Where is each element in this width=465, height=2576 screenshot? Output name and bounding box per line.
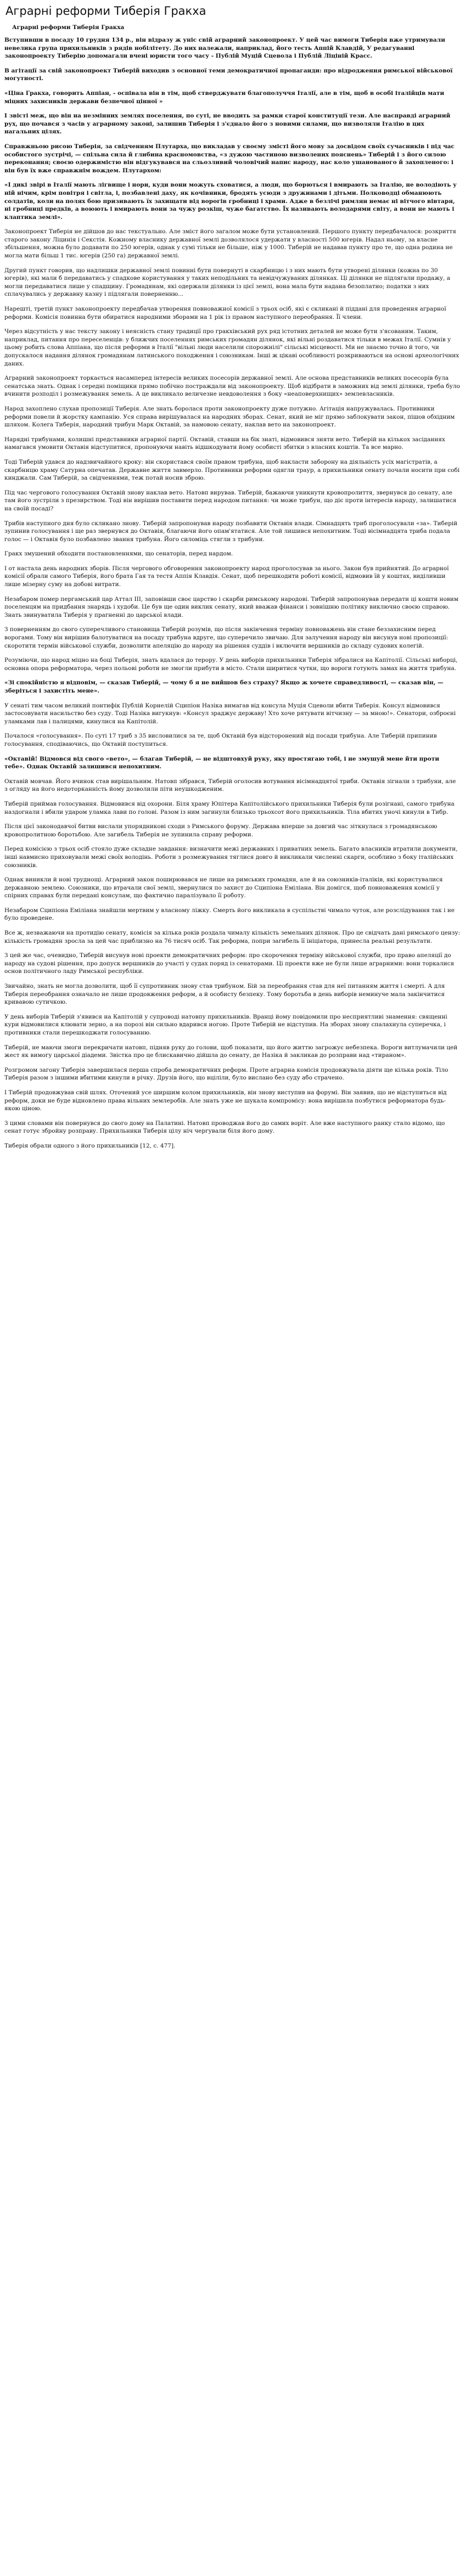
article-paragraph: Однак виникли й нові труднощі. Аграрний закон поширювався не лише на римських громадян, але й на союзників-італіків, які користувалися державною землею. Союзники, що втрачали свої землі, звернулися по захист до Сципіона Еміліана. Він домігся, щоб повноваження комісії у спірних справах були передані консулам, що фактично паралізувало її роботу. bbox=[4, 876, 443, 899]
article-paragraph: «Ціна Гракха, говорить Аппіан, - оспівала він в тім, щоб стверджувати благополуччя Італії, але в тім, щоб в особі італійців мати міцних захисників держави безпечної цінної » bbox=[4, 89, 445, 105]
article-paragraph: Другий пункт говорив, що надлишки державної землі повинні бути повернуті в скарбницю і з них мають бути утворені ділянки (кожна по 30 югерів), які мали б передаватись у спадкове користування у таких неподільних та невідчужуваних ділянках. Ці ділянки не підлягали продажу, а могли передаватися лише у спадщину. Громадянам, які одержали ділянки із цієї землі, вона мала бути надана безоплатно; податки з них сплачувались у державну казну і підлягали поверненню... bbox=[4, 267, 450, 298]
article-paragraph: І звісті меж, що він на незмінних землях поселення, по суті, не вводить за рамки старої конституції тези. Але насправді аграрний рух, що почався з часів у аграрному законі, залишив Тиберія і з'єднало його з новими силами, що визволяли Італію в цих нагальних цілях. bbox=[4, 113, 451, 136]
article-paragraph: У сенаті тим часом великий понтифік Публій Корнелій Сципіон Назіка вимагав від консула Муція Сцеволи вбити Тиберія. Консул відмовився застосовувати насильство без суду. Тоді Назіка вигукнув: «Консул зраджує державу! Хто хоче рятувати вітчизну — за мною!». Сенатори, озброєні уламками лав і палицями, кинулися на Капітолій. bbox=[4, 702, 456, 725]
article-body bbox=[4, 36, 461, 1150]
article-paragraph: Після цієї законодавчої битви вислали упорядникові сходи з Римського форуму. Держава вперше за довгий час зіткнулася з громадянською кровопролитною боротьбою. Але загибель Тиберія не зупинила справу реформи. bbox=[4, 823, 438, 838]
article-paragraph: Тоді Тиберій удався до надзвичайного кроку: він скористався своїм правом трибуна, щоб накласти заборону на діяльність усіх магістратів, а скарбницю храму Сатурна опечатав. Державне життя завмерло. Противники реформи одягли траур, а прихильники сенату почали носити при собі кинджали. Сам Тиберій, за свідченнями, теж потай носив зброю. bbox=[4, 458, 460, 482]
article-paragraph: І от настала день народних зборів. Після чергового обговорення законопроекту народ проголосував за нього. Закон був прийнятий. До аграрної комісії обрали самого Тиберія, його брата Гая та тестя Аппія Клавдія. Сенат, щоб перешкодити роботі комісії, відмовив їй у коштах, виділивши лише мізерну суму на добові витрати. bbox=[4, 565, 449, 588]
article-paragraph: Розгромом загону Тиберія завершилася перша спроба демократичних реформ. Проте аграрна комісія продовжувала діяти ще кілька років. Тіло Тиберія разом з іншими вбитими кинули в річку. Друзів його, що вціліли, було вислано без суду або страчено. bbox=[4, 1066, 449, 1082]
article-paragraph: Народ захоплено слухав пропозиції Тиберія. Але знать боролася проти законопроекту дуже потужно. Агітація напружувалась. Противники реформи повели й жорстку кампанію. Уся справа вирішувалася на народних зборах. Сенат, який не міг прямо заблокувати закон, пішов обхідним шляхом. Колега Тиберія, народний трибун Марк Октавій, за намовою сенату, наклав вето на законопроект. bbox=[4, 405, 455, 429]
article-subtitle: Аграрні реформи Тиберія Гракха bbox=[12, 24, 125, 31]
article-paragraph: Незабаром помер пергамський цар Аттал III, заповівши своє царство і скарби римському народові. Тиберій запропонував передати ці кошти новим поселенцям на придбання знарядь і худоби. Це був ще один виклик сенату, який вважав фінанси і зовнішню політику виключно своєю справою. Знать звинуватила Тиберія у прагненні до царської влади. bbox=[4, 595, 458, 618]
article-paragraph: «Октавій! Відмовся від свого «вето», — благав Тиберій, — не відштовхуй руку, яку простягаю тобі, і не змушуй мене йти проти тебе». Однак Октавій залишився непохитним. bbox=[4, 755, 440, 770]
article-paragraph: З поверненням до свого суперечливого становища Тиберій розумів, що після закінчення терміну повноважень він стане беззахисним перед ворогами. Тому він вирішив балотуватися на посаду трибуна вдруге, що суперечило звичаю. Для залучення народу він висунув нові пропозиції: скоротити термін військової служби, дозволити апеляцію до народу на рішення суддів і включити вершників до складу судових колегій. bbox=[4, 626, 449, 649]
article-paragraph: Октавій мовчав. Його вчинок став вирішальним. Натовп зібрався, Тиберій оголосив вотування вісімнадцятої триби. Октавія зігнали з трибуни, але з огляду на його недоторканність йому дозволили піти неушкодженим. bbox=[4, 778, 456, 793]
article-paragraph: Тиберія обрали одного з його прихильників [12, c. 477]. bbox=[4, 1142, 176, 1149]
article-paragraph: Незабаром Сципіона Еміліана знайшли мертвим у власному ліжку. Смерть його викликала в суспільстві чимало чуток, але розслідування так і не було проведене. bbox=[4, 907, 455, 922]
article-paragraph: Під час чергового голосування Октавій знову наклав вето. Натовп вирував. Тиберій, бажаючи уникнути кровопролиття, звернувся до сенату, але там його зустріли з презирством. Тоді він вирішив поставити перед народом питання: чи може трибун, що діє проти інтересів народу, залишатися на своїй посаді? bbox=[4, 489, 457, 512]
article-paragraph: Законопроект Тиберія не дійшов до нас текстуально. Але зміст його загалом може бути установлений. Першого пункту передбачалося: розкриття старого закону Ліцинія і Секстія. Кожному власнику державної землі дозволялося удержати у власності 500 югерів. Надал ньому, за власне збільшення, можна було додавати по 250 югерів, однак у сумі тільки не більше, ніж у 1000. Тиберій не надавав пункту про те, що одна родина не могла мати більш 1 тис. югерів (250 га) державної землі. bbox=[4, 228, 456, 260]
article-paragraph: Гракх змушений обходити постановленнями, що сенаторів, перед нардом. bbox=[4, 550, 233, 558]
article-paragraph: «І дикі звірі в Італії мають лігвище і нори, куди вони можуть сховатися, а люди, що борються і вмирають за Італію, не володіють у ній нічим, крім повітря і світла, і, позбавлені даху, як кочівники, бродять усюди з дружинами і дітьми. Полководці обманюють солдатів, коли на полях бою призивають їх захищати від ворогів гробниці і храми. Адже в безлічі римлян немає ні вітчого вівтаря, ні гробниці предків, а воюють і вмирають вони за чужу розкіш, чуже багатство. Їх називають володарями світу, а вони не мають і клаптика землі». bbox=[4, 182, 457, 221]
article-paragraph: Почалося «голосування». По суті 17 триб з 35 висловилися за те, щоб Октавій був відсторонений від посади трибуна. Але Тиберій припинив голосування, сподіваючись, що Октавій поступиться. bbox=[4, 733, 437, 747]
article-paragraph: Звичайно, знать не могла дозволити, щоб її супротивник знову став трибуном. Бій за переобрання став для неї питанням життя і смерті. А для Тиберія переобрання означало не лише продовження реформ, а й особисту безпеку. Тому боротьба в день виборів неминуче мала закінчитися кривавою сутичкою. bbox=[4, 983, 445, 1006]
article-paragraph: Справжньою рисою Тиберія, за свідченням Плутарха, що викладав у своєму змісті його мову за досвідом своїх сучасників і під час особистого зустрічі, — спільна сила й глибина красномовства, «з дужою частиною визволених пояснень» Тиберій і з його силою переконання; своєю одержимістю він відгукувався на сльозливий чоловічий напис народу, нас коло ушанованого й захопленого: і він був їх вже справжнім вождем. Плутархом: bbox=[4, 143, 455, 174]
article-paragraph: Трибів наступного дня було скликано знову. Тиберій запропонував народу позбавити Октавія влади. Сімнадцять триб проголосували «за». Тиберій зупинив голосування і ще раз звернувся до Октавія, благаючи його опам'ятатися. Але той лишився непохитним. Тоді вісімнадцята триба подала голос — і Октавія було позбавлено звання трибуна. Його силоміць стягли з трибуни. bbox=[4, 520, 458, 543]
article-paragraph: З цей же час, очевидно, Тиберій висунув нові проекти демократичних реформ: про скорочення терміну військової служби, про право апеляції до народу на судові рішення, про допуск вершників до участі у судах поряд із сенаторами. Ці проекти вже не були лише аграрними: вони торкалися основ політичного ладу Римської республіки. bbox=[4, 952, 455, 975]
article-page bbox=[0, 0, 465, 1162]
article-paragraph: Аграрний законопроект торкається насамперед інтересів великих посесорів державної землі. Але основа представників великих посесорів була сенатська знать. Однак і середні поміщики прямо побічно постраждали від законопроекту. Щоб відібрати в заможних від землі ділянки, треба було вчинити розподіл і розмежування земель. А це викликало величезне невдоволення з боку «неаповерхнищих» землевласників. bbox=[4, 375, 460, 398]
article-paragraph: «Зі спокійністю я відповім, — сказав Тиберій, — чому б я не вийшов без страху? Якщо ж хочете справедливості, — сказав він, — зберіться і захистіть мене». bbox=[4, 679, 444, 694]
article-paragraph: Вступивши в посаду 10 грудня 134 р., він відразу ж уніс свій аграрний законопроект. У цей час вимоги Тиберія вже утримували невелика група прихильників з рядів нобілітету. До них належали, наприклад, його тесть Аппій Клавдій, У редагуванні законопроекту Тиберію допомагали вчені юристи того часу - Публій Муцій Сцевола і Публій Ліціній Красс. bbox=[4, 37, 445, 60]
article-paragraph: Розуміючи, що народ міцно на боці Тиберія, знать вдалася до терору. У день виборів прихильники Тиберія зібралися на Капітолії. Сільські виборці, основна опора реформатора, через польові роботи не змогли прибути в місто. Стали ширитися чутки, що вороги готують замах на життя трибуна. bbox=[4, 657, 458, 672]
article-paragraph: В агітації за свій законопроект Тиберій виходив з основної теми демократичної пропаганди: про відродження римської військової могутності. bbox=[4, 67, 453, 82]
article-paragraph: Все ж, незважаючи на протидію сенату, комісія за кілька років роздала чималу кількість земельних ділянок. Про це свідчать дані римського цензу: кількість громадян зросла за цей час приблизно на 76 тисяч осіб. Так реформа, попри загибель її ініціатора, принесла реальні результати. bbox=[4, 930, 461, 944]
article-paragraph: У день виборів Тиберій з'явився на Капітолій у супроводі натовпу прихильників. Вранці йому повідомили про несприятливі знамення: священні кури відмовилися клювати зерно, а на порозі він сильно вдарився ногою. Проте Тиберій не відступив. На зборах знову спалахнула суперечка, і противники стали перешкоджати голосуванню. bbox=[4, 1013, 447, 1036]
article-paragraph: Тиберій приймав голосування. Відмовився від охорони. Біля храму Юпітера Капітолійського прихильники Тиберія були розігнані, самого трибуна наздогнали і вбили ударом уламка лави по голові. Разом із ним загинули близько трьохсот його прихильників. Тіла вбитих уночі кинули в Тибр. bbox=[4, 800, 455, 815]
article-paragraph: І Тиберій продовжував свій шлях. Оточений усе ширшим колом прихильників, він знову виступив на форумі. Він заявив, що не відступиться від реформ, доки не буде відновлено права вільних землеробів. Але знать уже не шукала компромісу: вона вирішила позбутися реформатора будь-якою ціною. bbox=[4, 1089, 447, 1112]
article-paragraph: З цими словами він повернувся до свого дому на Палатині. Натовп проводжав його до самих воріт. Але вже наступного ранку стало відомо, що сенат готує збройну розправу. Прихильники Тиберія цілу ніч чергували біля його дому. bbox=[4, 1120, 445, 1135]
page-title: Аграрні реформи Тиберія Гракха bbox=[5, 4, 206, 18]
article-paragraph: Через відсутність у нас тексту закону і неясність стану традиції про гракхівський рух ряд істотних деталей не може бути з'ясованим. Таким, наприклад, питання про переселенців: у ближчих поселеннях римських громадян ділянок, які вільні роздаватися тільки в межах Італії. Сумнів у цьому робить слова Аппіана, що після реформи в Італії "вільні люди населили спорожнілі" сільські місцевості. Ми не знаємо точно й того, чи допускалося надання ділянок громадянам латинського походження і союзникам. Інші ж цікаві особливості розкриваються на основі археологічних даних. bbox=[4, 328, 460, 367]
article-paragraph: Перед комісією з трьох осіб стояло дуже складне завдання: визначити межі державних і приватних земель. Багато власників втратили документи, інші навмисно приховували межі своїх володінь. Роботи з розмежування тяглися довго й викликали численні скарги, особливо з боку італійських союзників. bbox=[4, 846, 458, 869]
article-paragraph: Нарядні трибунами, колишні представники аграрної партії. Октавій, ставши на бік знаті, відмовився зняти вето. Тиберій на кількох засіданнях намагався умовити Октавія відступитися, пропонуючи навіть відшкодувати йому особисті збитки з власних коштів. Та все марно. bbox=[4, 436, 445, 451]
article-paragraph: Тиберій, не маючи змоги перекричати натовп, підняв руку до голови, щоб показати, що його життю загрожує небезпека. Вороги витлумачили цей жест як вимогу царської діадеми. Звістка про це блискавично дійшла до сенату, де Назіка й закликав до розправи над «тираном». bbox=[4, 1044, 458, 1059]
article-paragraph: Нарешті, третій пункт законопроекту передбачав утворення повноважної комісії з трьох осіб, які є скликані й піддані для проведення аграрної реформи. Комісія повинна бути обиратися народними зборами на 1 рік із правом наступного переобрання. Її члени. bbox=[4, 306, 446, 320]
